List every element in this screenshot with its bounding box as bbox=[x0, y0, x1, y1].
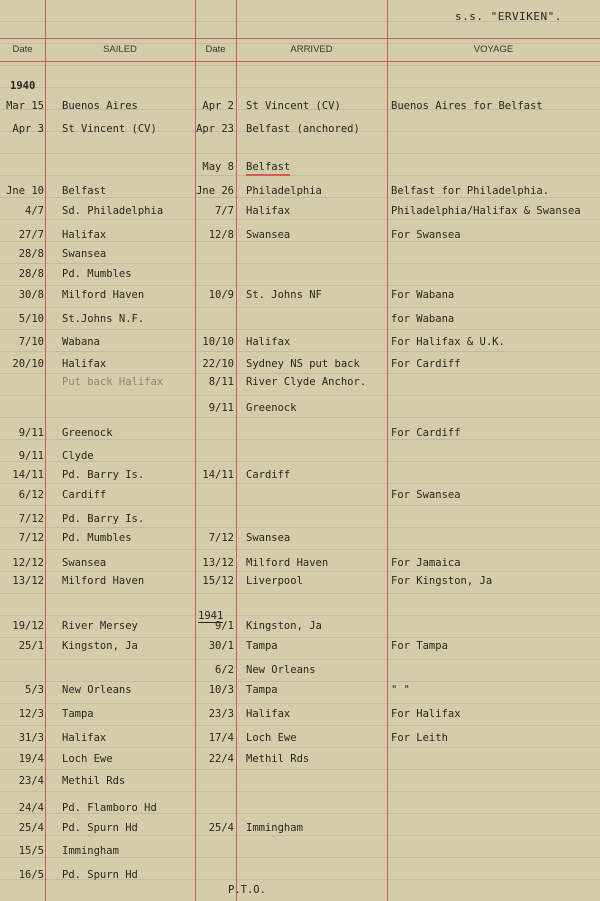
row-27-sailed: Halifax bbox=[62, 732, 107, 744]
row-28-ad: 22/4 bbox=[208, 753, 234, 765]
row-16-arrived: Cardiff bbox=[246, 469, 291, 481]
row-23-arrived: Tampa bbox=[246, 640, 278, 652]
row-27-ad: 17/4 bbox=[208, 732, 234, 744]
row-22-sd: 19/12 bbox=[12, 620, 44, 632]
row-18-sd: 7/12 bbox=[18, 513, 44, 525]
row-4-arrived: Halifax bbox=[246, 205, 291, 217]
row-11-arrived: Sydney NS put back bbox=[246, 358, 360, 370]
header-date-arrived: Date bbox=[205, 44, 226, 55]
row-0-voyage: Buenos Aires for Belfast bbox=[391, 100, 543, 112]
row-4-ad: 7/7 bbox=[215, 205, 234, 217]
row-26-sailed: Tampa bbox=[62, 708, 94, 720]
row-3-voyage: Belfast for Philadelphia. bbox=[391, 185, 550, 197]
row-31-sailed: Pd. Spurn Hd bbox=[62, 822, 138, 834]
row-16-ad: 14/11 bbox=[202, 469, 234, 481]
row-18-sailed: Pd. Barry Is. bbox=[62, 513, 145, 525]
row-32-sailed: Immingham bbox=[62, 845, 119, 857]
row-19-arrived: Swansea bbox=[246, 532, 291, 544]
row-4-voyage: Philadelphia/Halifax & Swansea bbox=[391, 205, 581, 217]
row-24-arrived: New Orleans bbox=[246, 664, 316, 676]
row-7-sd: 28/8 bbox=[18, 268, 44, 280]
row-29-sd: 23/4 bbox=[18, 775, 44, 787]
row-6-sd: 28/8 bbox=[18, 248, 44, 260]
row-9-sailed: St.Johns N.F. bbox=[62, 313, 145, 325]
header-voyage: VOYAGE bbox=[473, 44, 514, 55]
row-26-arrived: Halifax bbox=[246, 708, 291, 720]
row-1-ad: Apr 23 bbox=[196, 123, 234, 135]
row-22-ad: 9/1 bbox=[215, 620, 234, 632]
row-21-voyage: For Kingston, Ja bbox=[391, 575, 493, 587]
row-7-sailed: Pd. Mumbles bbox=[62, 268, 132, 280]
row-12-arrived: River Clyde Anchor. bbox=[246, 376, 367, 388]
row-8-arrived: St. Johns NF bbox=[246, 289, 322, 301]
row-20-sailed: Swansea bbox=[62, 557, 107, 569]
row-21-sd: 13/12 bbox=[12, 575, 44, 587]
row-10-ad: 10/10 bbox=[202, 336, 234, 348]
row-22-sailed: River Mersey bbox=[62, 620, 138, 632]
row-11-sd: 20/10 bbox=[12, 358, 44, 370]
row-33-sd: 16/5 bbox=[18, 869, 44, 881]
row-8-sailed: Milford Haven bbox=[62, 289, 145, 301]
row-14-voyage: For Cardiff bbox=[391, 427, 461, 439]
row-6-sailed: Swansea bbox=[62, 248, 107, 260]
row-24-ad: 6/2 bbox=[215, 664, 234, 676]
row-5-voyage: For Swansea bbox=[391, 229, 461, 241]
row-0-ad: Apr 2 bbox=[202, 100, 234, 112]
row-3-sailed: Belfast bbox=[62, 185, 107, 197]
row-10-sailed: Wabana bbox=[62, 336, 100, 348]
row-10-arrived: Halifax bbox=[246, 336, 291, 348]
row-5-sd: 27/7 bbox=[18, 229, 44, 241]
row-25-ad: 10/3 bbox=[208, 684, 234, 696]
header-date-sailed: Date bbox=[12, 44, 33, 55]
row-21-ad: 15/12 bbox=[202, 575, 234, 587]
row-16-sailed: Pd. Barry Is. bbox=[62, 469, 145, 481]
row-11-voyage: For Cardiff bbox=[391, 358, 461, 370]
row-4-sailed: Sd. Philadelphia bbox=[62, 205, 164, 217]
row-19-sailed: Pd. Mumbles bbox=[62, 532, 132, 544]
year-1941: 1941 bbox=[198, 610, 224, 622]
rule-col2 bbox=[195, 0, 196, 901]
row-10-voyage: For Halifax & U.K. bbox=[391, 336, 505, 348]
row-5-sailed: Halifax bbox=[62, 229, 107, 241]
row-25-arrived: Tampa bbox=[246, 684, 278, 696]
row-12-ad: 8/11 bbox=[208, 376, 234, 388]
row-20-ad: 13/12 bbox=[202, 557, 234, 569]
row-22-arrived: Kingston, Ja bbox=[246, 620, 322, 632]
row-11-sailed: Halifax bbox=[62, 358, 107, 370]
row-3-sd: Jne 10 bbox=[6, 185, 44, 197]
row-10-sd: 7/10 bbox=[18, 336, 44, 348]
row-13-ad: 9/11 bbox=[208, 402, 234, 414]
row-28-sd: 19/4 bbox=[18, 753, 44, 765]
row-13-arrived: Greenock bbox=[246, 402, 297, 414]
row-26-sd: 12/3 bbox=[18, 708, 44, 720]
ship-title: s.s. "ERVIKEN". bbox=[455, 10, 562, 23]
rule-col3 bbox=[236, 0, 237, 901]
header-sailed: SAILED bbox=[103, 44, 137, 55]
row-0-sailed: Buenos Aires bbox=[62, 100, 138, 112]
row-12-sailed: Put back Halifax bbox=[62, 376, 164, 388]
row-14-sailed: Greenock bbox=[62, 427, 113, 439]
row-21-sailed: Milford Haven bbox=[62, 575, 145, 587]
row-9-voyage: for Wabana bbox=[391, 313, 455, 325]
page-footer: P.T.O. bbox=[228, 884, 266, 896]
row-23-sd: 25/1 bbox=[18, 640, 44, 652]
row-2-arrived: Belfast bbox=[246, 161, 290, 176]
row-29-sailed: Methil Rds bbox=[62, 775, 126, 787]
row-30-sailed: Pd. Flamboro Hd bbox=[62, 802, 157, 814]
row-0-sd: Mar 15 bbox=[6, 100, 44, 112]
row-1-sd: Apr 3 bbox=[12, 123, 44, 135]
rule-top bbox=[0, 38, 600, 39]
row-15-sailed: Clyde bbox=[62, 450, 94, 462]
row-16-sd: 14/11 bbox=[12, 469, 44, 481]
row-3-arrived: Philadelphia bbox=[246, 185, 322, 197]
row-23-ad: 30/1 bbox=[208, 640, 234, 652]
row-20-voyage: For Jamaica bbox=[391, 557, 461, 569]
row-27-voyage: For Leith bbox=[391, 732, 448, 744]
row-14-sd: 9/11 bbox=[18, 427, 44, 439]
row-3-ad: Jne 26 bbox=[196, 185, 234, 197]
row-26-ad: 23/3 bbox=[208, 708, 234, 720]
row-0-arrived: St Vincent (CV) bbox=[246, 100, 341, 112]
row-17-sailed: Cardiff bbox=[62, 489, 107, 501]
row-27-sd: 31/3 bbox=[18, 732, 44, 744]
row-1-arrived: Belfast (anchored) bbox=[246, 123, 360, 135]
row-9-sd: 5/10 bbox=[18, 313, 44, 325]
row-11-ad: 22/10 bbox=[202, 358, 234, 370]
year-1940: 1940 bbox=[10, 80, 36, 92]
row-31-sd: 25/4 bbox=[18, 822, 44, 834]
row-25-sailed: New Orleans bbox=[62, 684, 132, 696]
row-5-ad: 12/8 bbox=[208, 229, 234, 241]
row-2-ad: May 8 bbox=[202, 161, 234, 173]
row-17-sd: 6/12 bbox=[18, 489, 44, 501]
row-4-sd: 4/7 bbox=[25, 205, 44, 217]
row-17-voyage: For Swansea bbox=[391, 489, 461, 501]
row-28-arrived: Methil Rds bbox=[246, 753, 310, 765]
row-26-voyage: For Halifax bbox=[391, 708, 461, 720]
row-8-voyage: For Wabana bbox=[391, 289, 455, 301]
rule-col1 bbox=[45, 0, 46, 901]
rule-col4 bbox=[387, 0, 388, 901]
row-31-arrived: Immingham bbox=[246, 822, 303, 834]
row-1-sailed: St Vincent (CV) bbox=[62, 123, 157, 135]
row-20-arrived: Milford Haven bbox=[246, 557, 329, 569]
row-8-sd: 30/8 bbox=[18, 289, 44, 301]
row-8-ad: 10/9 bbox=[208, 289, 234, 301]
row-5-arrived: Swansea bbox=[246, 229, 291, 241]
row-25-sd: 5/3 bbox=[25, 684, 44, 696]
row-21-arrived: Liverpool bbox=[246, 575, 303, 587]
rule-header bbox=[0, 61, 600, 62]
row-23-sailed: Kingston, Ja bbox=[62, 640, 138, 652]
row-25-voyage: " " bbox=[391, 684, 410, 696]
header-arrived: ARRIVED bbox=[290, 44, 333, 55]
row-31-ad: 25/4 bbox=[208, 822, 234, 834]
row-20-sd: 12/12 bbox=[12, 557, 44, 569]
row-30-sd: 24/4 bbox=[18, 802, 44, 814]
row-19-ad: 7/12 bbox=[208, 532, 234, 544]
row-33-sailed: Pd. Spurn Hd bbox=[62, 869, 138, 881]
row-15-sd: 9/11 bbox=[18, 450, 44, 462]
row-32-sd: 15/5 bbox=[18, 845, 44, 857]
row-19-sd: 7/12 bbox=[18, 532, 44, 544]
row-28-sailed: Loch Ewe bbox=[62, 753, 113, 765]
row-27-arrived: Loch Ewe bbox=[246, 732, 297, 744]
row-23-voyage: For Tampa bbox=[391, 640, 448, 652]
